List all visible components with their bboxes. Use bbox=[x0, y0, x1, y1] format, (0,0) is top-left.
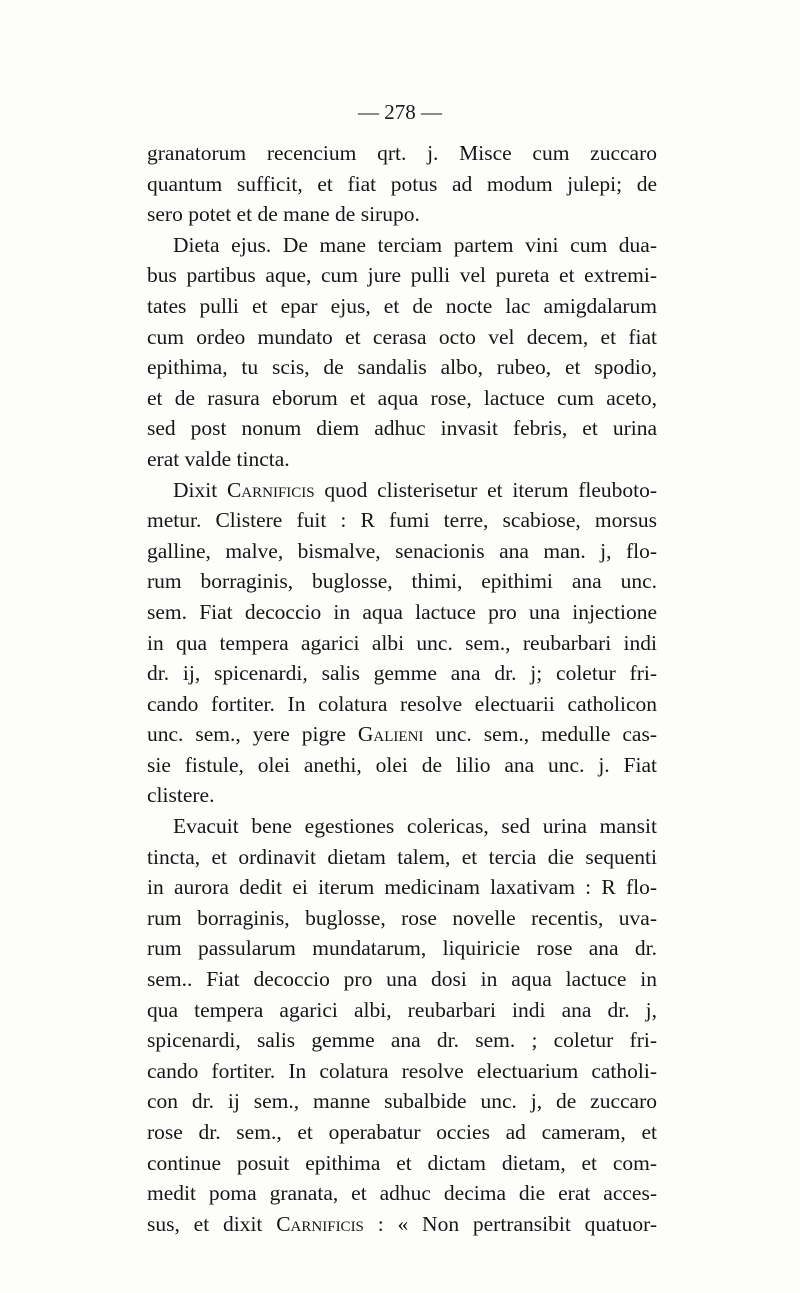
text-line bbox=[147, 1117, 657, 1148]
text-run: et de rasura eborum et aqua rose, lactuce cum aceto, bbox=[147, 385, 657, 410]
text-line bbox=[147, 689, 657, 720]
text-line bbox=[147, 199, 657, 230]
text-line bbox=[147, 291, 657, 322]
text-run: : « Non pertransibit quatuor- bbox=[363, 1211, 657, 1236]
text-run: Evacuit bene egestiones colericas, sed urina mansit bbox=[173, 814, 657, 839]
text-line bbox=[147, 230, 657, 261]
text-line bbox=[147, 536, 657, 567]
text-line bbox=[147, 444, 657, 475]
text-line bbox=[147, 138, 657, 169]
text-line bbox=[147, 1025, 657, 1056]
text-run: continue posuit epithima et dictam dietam, et com- bbox=[147, 1150, 657, 1175]
text-line bbox=[147, 1056, 657, 1087]
text-line bbox=[147, 872, 657, 903]
text-run: in aurora dedit ei iterum medicinam laxativam : R flo- bbox=[147, 875, 657, 900]
text-line bbox=[147, 842, 657, 873]
body-text bbox=[147, 138, 657, 1239]
text-run: rum borraginis, buglosse, thimi, epithimi ana unc. bbox=[147, 569, 657, 594]
text-run: clistere. bbox=[147, 783, 215, 808]
text-line bbox=[147, 780, 657, 811]
text-run: cando fortiter. In colatura resolve electuarium catholi- bbox=[147, 1058, 657, 1083]
text-line bbox=[147, 383, 657, 414]
text-run: dr. ij, spicenardi, salis gemme ana dr. j; coletur fri- bbox=[147, 661, 657, 686]
text-line bbox=[147, 352, 657, 383]
text-run: medit poma granata, et adhuc decima die erat acces- bbox=[147, 1181, 657, 1206]
text-run: galline, malve, bismalve, senacionis ana man. j, flo- bbox=[147, 538, 657, 563]
text-line bbox=[147, 903, 657, 934]
text-line bbox=[147, 1086, 657, 1117]
text-line bbox=[147, 1178, 657, 1209]
text-line bbox=[147, 413, 657, 444]
text-run: metur. Clistere fuit : R fumi terre, scabiose, morsus bbox=[147, 508, 657, 533]
text-run: cando fortiter. In colatura resolve electuarii catholicon bbox=[147, 691, 657, 716]
text-run: sie fistule, olei anethi, olei de lilio ana unc. j. Fiat bbox=[147, 752, 657, 777]
text-run: tincta, et ordinavit dietam talem, et tercia die sequenti bbox=[147, 844, 657, 869]
text-run: quantum sufficit, et fiat potus ad modum julepi; de bbox=[147, 171, 657, 196]
text-run: in qua tempera agarici albi unc. sem., reubarbari indi bbox=[147, 630, 657, 655]
text-line bbox=[147, 964, 657, 995]
author-name-smallcaps: Carnificis bbox=[276, 1211, 364, 1236]
text-line bbox=[147, 597, 657, 628]
text-line bbox=[147, 933, 657, 964]
text-run: granatorum recencium qrt. j. Misce cum zuccaro bbox=[147, 141, 657, 165]
text-run: sus, et dixit bbox=[147, 1211, 277, 1236]
text-run: tates pulli et epar ejus, et de nocte lac amigdalarum bbox=[147, 293, 657, 318]
text-line bbox=[147, 260, 657, 291]
text-run: cum ordeo mundato et cerasa octo vel decem, et fiat bbox=[147, 324, 657, 349]
text-run: epithima, tu scis, de sandalis albo, rubeo, et spodio, bbox=[147, 355, 657, 380]
text-line bbox=[147, 995, 657, 1026]
text-run: Dieta ejus. De mane terciam partem vini cum dua- bbox=[173, 232, 657, 257]
text-line bbox=[147, 505, 657, 536]
text-run: sem.. Fiat decoccio pro una dosi in aqua lactuce in bbox=[147, 967, 657, 992]
text-run: sem. Fiat decoccio in aqua lactuce pro una injectione bbox=[147, 599, 657, 624]
text-line bbox=[147, 1148, 657, 1179]
author-name-smallcaps: Carnificis bbox=[226, 477, 315, 502]
text-run: spicenardi, salis gemme ana dr. sem. ; coletur fri- bbox=[147, 1028, 657, 1053]
text-run: Dixit bbox=[173, 477, 227, 502]
text-line bbox=[147, 658, 657, 689]
text-run: rose dr. sem., et operabatur occies ad cameram, et bbox=[147, 1120, 657, 1144]
text-run: sed post nonum diem adhuc invasit febris, et urina bbox=[147, 416, 657, 441]
author-name-smallcaps: Galieni bbox=[357, 722, 424, 747]
text-line bbox=[147, 322, 657, 353]
text-run: unc. sem., medulle cas- bbox=[423, 722, 657, 747]
text-line bbox=[147, 750, 657, 781]
text-run: con dr. ij sem., manne subalbide unc. j, de zuccaro bbox=[147, 1089, 657, 1114]
text-run: quod clisterisetur et iterum fleuboto- bbox=[314, 477, 658, 502]
text-line bbox=[147, 169, 657, 200]
text-line bbox=[147, 475, 657, 506]
text-run: rum borraginis, buglosse, rose novelle recentis, uva- bbox=[147, 905, 657, 930]
text-line bbox=[147, 628, 657, 659]
text-line bbox=[147, 719, 657, 750]
text-line bbox=[147, 1209, 657, 1240]
text-run: unc. sem., yere pigre bbox=[147, 722, 358, 747]
text-run: qua tempera agarici albi, reubarbari indi ana dr. j, bbox=[147, 997, 657, 1022]
text-run: rum passularum mundatarum, liquiricie rose ana dr. bbox=[147, 936, 657, 961]
text-run: sero potet et de mane de sirupo. bbox=[147, 202, 420, 227]
text-run: erat valde tincta. bbox=[147, 446, 290, 471]
text-run: bus partibus aque, cum jure pulli vel pureta et extremi- bbox=[147, 263, 657, 288]
page-number: — 278 — bbox=[358, 100, 442, 124]
text-line bbox=[147, 566, 657, 597]
text-line bbox=[147, 811, 657, 842]
